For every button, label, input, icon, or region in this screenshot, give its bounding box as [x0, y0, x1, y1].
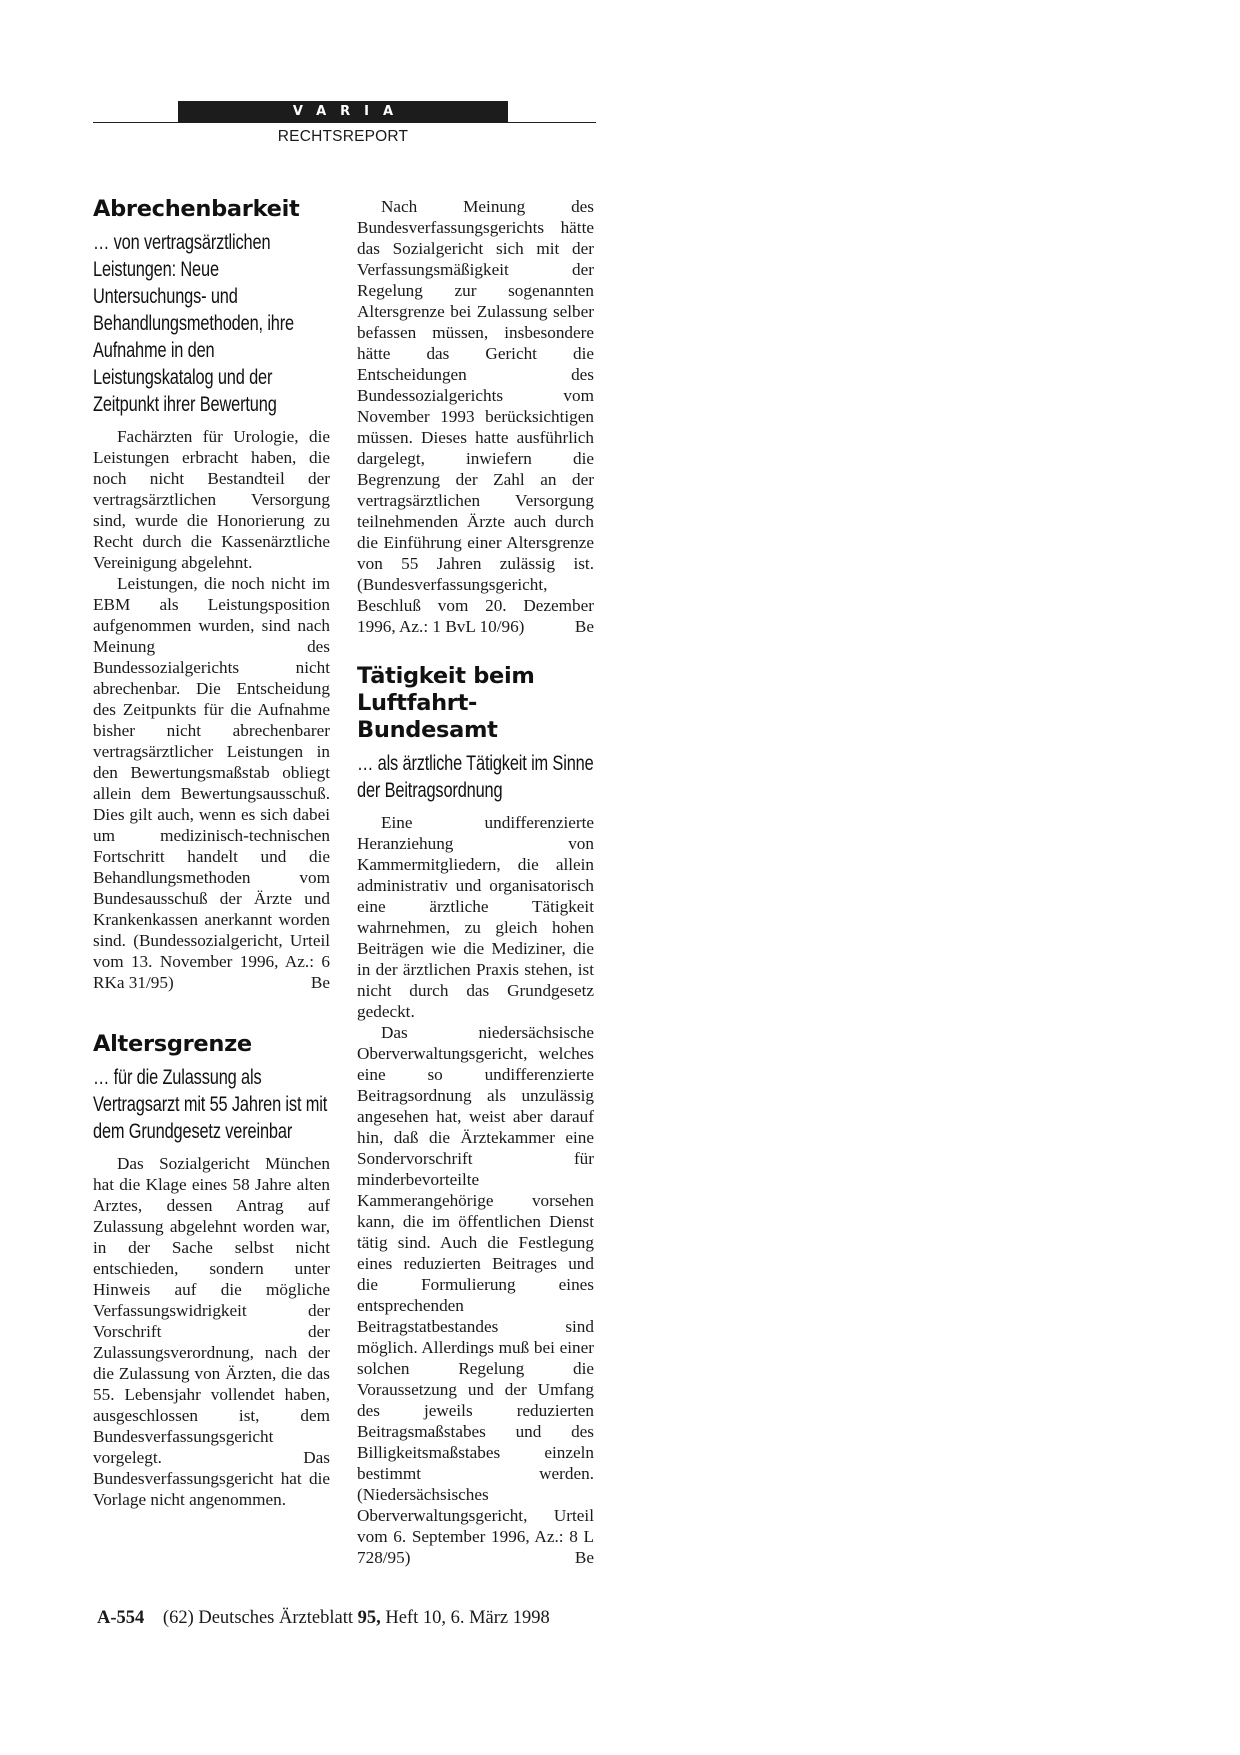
journal-volume: 95, [357, 1608, 381, 1628]
right-column [357, 196, 594, 1606]
article-subtitle: … von vertragsärztlichen Leistungen: Neue Untersuchungs- und Behandlungsmethoden, ihre Aufnahme in den Leistungskatalog und der Zeitpunkt ihrer Bewertung [93, 231, 295, 416]
article-subtitle: … für die Zulassung als Vertragsarzt mit 55 Jahren ist mit dem Grundgesetz vereinbar [93, 1066, 328, 1143]
article-body [357, 812, 594, 1568]
article-body [357, 196, 594, 637]
left-column [93, 196, 330, 1548]
paragraph [357, 1022, 594, 1568]
article-altersgrenze-continued [357, 196, 594, 637]
paragraph: Eine undifferenzierte Heranziehung von Kammermitgliedern, die allein administrativ und organisatorisch eine ärztliche Tätigkeit wahrnehmen, zu gleich hohen Beiträgen wie die Mediziner, die in der ärztlichen Praxis stehen, ist nicht durch das Grundgesetz gedeckt. [357, 813, 594, 1021]
article-body [93, 426, 330, 993]
paragraph-text: Nach Meinung des Bundesverfassungsgerichts hätte das Sozialgericht sich mit der Verfassungsmäßigkeit der Regelung zur sogenannten Altersgrenze bei Zulassung selber befassen müssen, insbesondere hätte das Gericht die Entscheidungen des Bundessozialgerichts vom November 1993 berücksichtigen müssen. Dieses hatte ausführlich dargelegt, inwiefern die Begrenzung der Zahl an der vertragsärztlichen Versorgung teilnehmenden Ärzte auch durch die Einführung einer Altersgrenze von 55 Jahren zulässig ist. (Bundesverfassungsgericht, Beschluß vom 20. Dezember 1996, Az.: 1 BvL 10/96) [357, 197, 594, 636]
subsection-label: RECHTSREPORT [277, 128, 409, 145]
article-title: Altersgrenze [93, 1031, 252, 1057]
article-luftfahrt-bundesamt [357, 663, 594, 1568]
paragraph [357, 196, 594, 637]
issue-date: Heft 10, 6. März 1998 [385, 1608, 550, 1628]
page-number: A-554 [97, 1608, 145, 1628]
author-signature: Be [574, 617, 594, 636]
page-footer [97, 1608, 550, 1629]
paragraph-text: Leistungen, die noch nicht im EBM als Leistungsposition aufgenommen wurden, sind nach Meinung des Bundessozialgerichts nicht abrechenbar. Die Entscheidung des Zeitpunkts für die Aufnahme bisher nicht abrechenbarer vertragsärztlicher Leistungen in den Bewertungsmaßstab obliegt allein dem Bewertungsausschuß. Dies gilt auch, wenn es sich dabei um medizinisch-technischen Fortschritt handelt und die Behandlungsmethoden vom Bundesausschuß der Ärzte und Krankenkassen anerkannt worden sind. (Bundessozialgericht, Urteil vom 13. November 1996, Az.: 6 RKa 31/95) [93, 574, 330, 992]
paragraph: Das Sozialgericht München hat die Klage eines 58 Jahre alten Arztes, dessen Antrag auf Zulassung abgelehnt worden war, in der Sache selbst nicht entschieden, sondern unter Hinweis auf die mögliche Verfassungswidrigkeit der Vorschrift der Zulassungsverordnung, nach der die Zulassung von Ärzten, die das 55. Lebensjahr vollendet haben, ausgeschlossen ist, dem Bundesverfassungsgericht vorgelegt. Das Bundesverfassungsgericht hat die Vorlage nicht angenommen. [93, 1154, 330, 1509]
paragraph-text: Das niedersächsische Oberverwaltungsgericht, welches eine so undifferenzierte Beitragsordnung als unzulässig angesehen hat, weist aber darauf hin, daß die Ärztekammer eine Sondervorschrift für minderbevorteilte Kammerangehörige vorsehen kann, die im öffentlichen Dienst tätig sind. Auch die Festlegung eines reduzierten Beitrages und die Formulierung eines entsprechenden Beitragstatbestandes sind möglich. Allerdings muß bei einer solchen Regelung die Voraussetzung und der Umfang des jeweils reduzierten Beitragsmaßstabes und des Billigkeitsmaßstabes einzeln bestimmt werden. (Niedersächsisches Oberverwaltungsgericht, Urteil vom 6. September 1996, Az.: 8 L 728/95) [357, 1023, 594, 1567]
author-signature: Be [310, 973, 330, 992]
section-label: VARIA [178, 101, 508, 123]
article-title: Abrechenbarkeit [93, 196, 300, 222]
paragraph [93, 573, 330, 993]
article-subtitle: … als ärztliche Tätigkeit im Sinne der Beitragsordnung [357, 752, 594, 802]
article-altersgrenze [93, 1031, 330, 1510]
article-abrechenbarkeit [93, 196, 330, 993]
journal-name: (62) Deutsches Ärzteblatt [162, 1608, 353, 1628]
article-body [93, 1153, 330, 1510]
paragraph: Fachärzten für Urologie, die Leistungen erbracht haben, die noch nicht Bestandteil der vertragsärztlichen Versorgung sind, wurde die Honorierung zu Recht durch die Kassenärztliche Vereinigung abgelehnt. [93, 427, 330, 572]
author-signature: Be [574, 1548, 594, 1567]
article-title: Tätigkeit beim Luftfahrt-Bundesamt [357, 663, 535, 743]
